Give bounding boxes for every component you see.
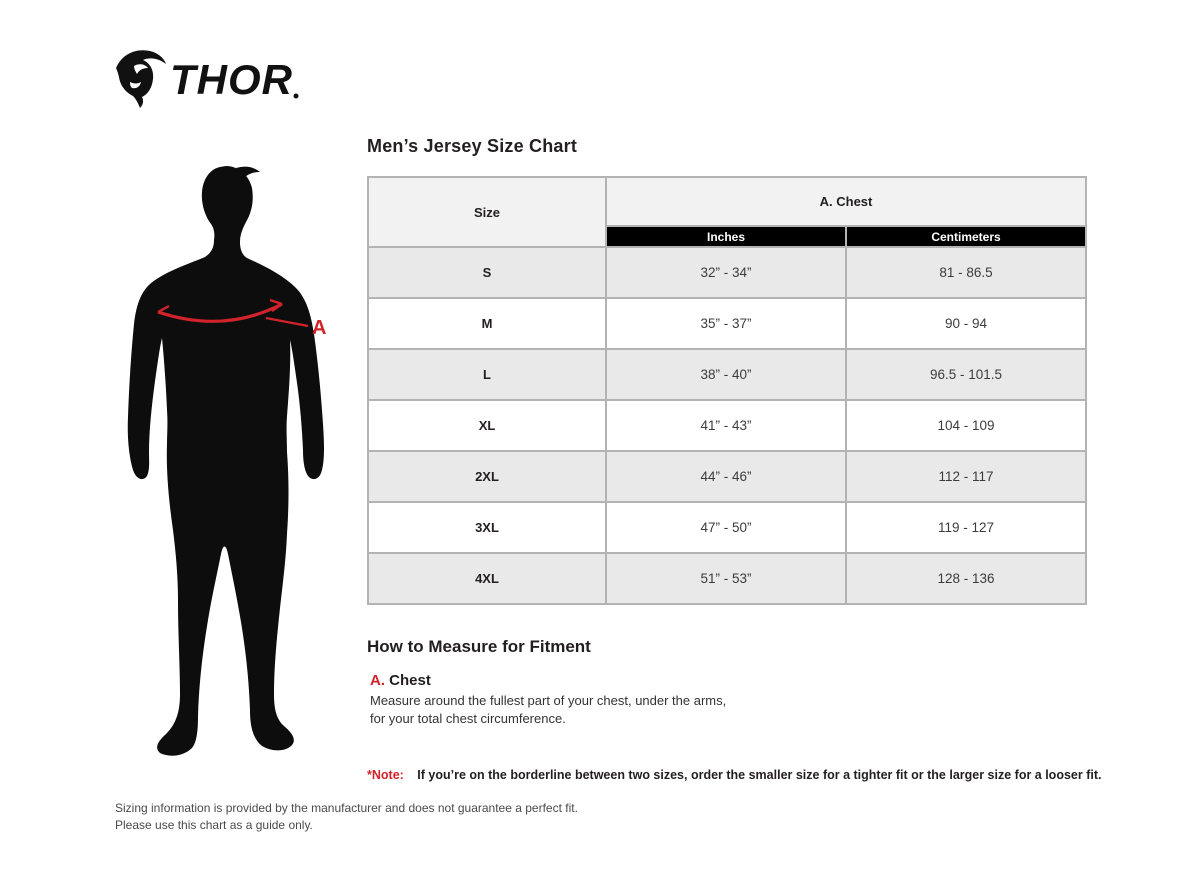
note-label: *Note: (367, 768, 404, 782)
silhouette-graphic (116, 162, 340, 778)
size-cell: M (368, 298, 606, 349)
body-silhouette-figure (116, 162, 340, 778)
centimeters-cell: 96.5 - 101.5 (846, 349, 1086, 400)
size-cell: XL (368, 400, 606, 451)
centimeters-cell: 119 - 127 (846, 502, 1086, 553)
inches-cell: 35” - 37” (606, 298, 846, 349)
measure-title (370, 672, 750, 689)
thor-logo-graphic (112, 46, 302, 108)
thor-wordmark (170, 56, 299, 103)
logo-trademark-dot (294, 94, 299, 99)
page-title: Men’s Jersey Size Chart (367, 136, 578, 156)
measure-instructions (370, 672, 750, 728)
measure-label: Chest (389, 672, 431, 689)
size-cell: S (368, 247, 606, 298)
how-to-measure-heading: How to Measure for Fitment (367, 637, 591, 656)
table-row-xl (368, 400, 1086, 451)
table-header-row (368, 177, 1086, 226)
column-header-size: Size (368, 177, 606, 247)
column-header-chest-group: A. Chest (606, 177, 1086, 226)
table-row-4xl (368, 553, 1086, 604)
man-silhouette (128, 166, 327, 756)
inches-cell: 47” - 50” (606, 502, 846, 553)
size-cell: 4XL (368, 553, 606, 604)
disclaimer (115, 800, 578, 834)
centimeters-cell: 90 - 94 (846, 298, 1086, 349)
logo-text: THOR (170, 56, 293, 103)
goat-head-icon (116, 50, 166, 108)
centimeters-cell: 81 - 86.5 (846, 247, 1086, 298)
table-row-2xl (368, 451, 1086, 502)
inches-cell: 51” - 53” (606, 553, 846, 604)
disclaimer-line-1: Sizing information is provided by the manufacturer and does not guarantee a perfect fit. (115, 801, 578, 815)
measure-description: Measure around the fullest part of your chest, under the arms, for your total chest circumference. (370, 693, 727, 726)
inches-cell: 41” - 43” (606, 400, 846, 451)
table-body (368, 247, 1086, 604)
inches-cell: 38” - 40” (606, 349, 846, 400)
size-cell: 2XL (368, 451, 606, 502)
column-header-inches: Inches (606, 226, 846, 247)
table-row-l (368, 349, 1086, 400)
size-cell: 3XL (368, 502, 606, 553)
size-cell: L (368, 349, 606, 400)
figure-label-a: A (312, 317, 327, 339)
table-row-s (368, 247, 1086, 298)
note-text: If you’re on the borderline between two sizes, order the smaller size for a tighter fit or the larger size for a looser fit. (417, 768, 1102, 782)
measure-label-prefix: A. (370, 672, 385, 689)
disclaimer-line-2: Please use this chart as a guide only. (115, 818, 313, 833)
centimeters-cell: 112 - 117 (846, 451, 1086, 502)
centimeters-cell: 128 - 136 (846, 553, 1086, 604)
sizing-note (367, 768, 1101, 782)
thor-logo (112, 46, 302, 108)
inches-cell: 44” - 46” (606, 451, 846, 502)
table-row-3xl (368, 502, 1086, 553)
centimeters-cell: 104 - 109 (846, 400, 1086, 451)
table-row-m (368, 298, 1086, 349)
size-chart-table (367, 176, 1087, 605)
inches-cell: 32” - 34” (606, 247, 846, 298)
column-header-centimeters: Centimeters (846, 226, 1086, 247)
